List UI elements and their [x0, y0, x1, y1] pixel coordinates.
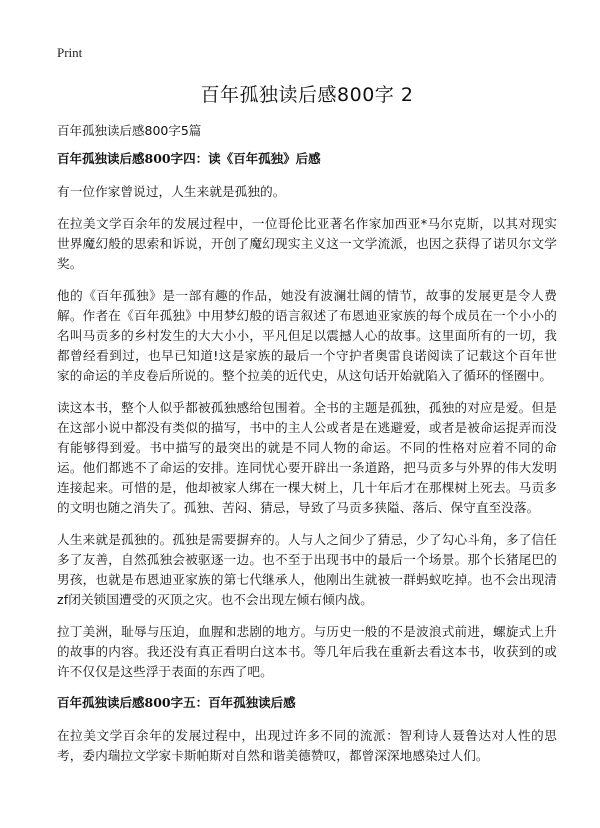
article-body [57, 150, 557, 778]
paragraph: 人生来就是孤独的。孤独是需要摒弃的。人与人之间少了猜忌，少了勾心斗角，多了信任多了友善，自然孤独会被驱逐一边。也不至于出现书中的最后一个场景。那个长猪尾巴的男孩，也就是布恩迪亚家族的第七代继承人，他刚出生就被一群蚂蚁吃掉。也不会出现清zf闭关锁国遭受的灭顶之灾。也不会出现左倾右倾内战。 [57, 532, 557, 607]
section-heading-4: 百年孤独读后感800字四：读《百年孤独》后感 [57, 151, 321, 166]
paragraph: 拉丁美洲，耻辱与压迫，血腥和悲剧的地方。与历史一般的不是波浪式前进，螺旋式上升的故事的内容。我还没有真正看明白这本书。等几年后我在重新去看这本书，收获到的或许不仅仅是这些浮于表面的东西了吧。 [57, 624, 557, 679]
page-title: 百年孤独读后感800字 2 [200, 84, 414, 106]
paragraph: 有一位作家曾说过，人生来就是孤独的。 [57, 184, 286, 199]
paragraph: 在拉美文学百余年的发展过程中，出现过许多不同的流派：智利诗人聂鲁达对人性的思考，委内瑞拉文学家卡斯帕斯对自然和谐美德赞叹，都曾深深地感染过人们。 [57, 728, 557, 763]
page-subtitle: 百年孤独读后感800字5篇 [57, 123, 202, 138]
paragraph: 他的《百年孤独》是一部有趣的作品，她没有波澜壮阔的情节，故事的发展更是令人费解。作者在《百年孤独》中用梦幻般的语言叙述了布恩迪亚家族的每个成员在一个小小的名叫马贡多的乡村发生的大大小小，平凡但足以震撼人心的故事。这里面所有的一切，我都曾经看到过，也早已知道!这是家族的最后一个守护者奥雷良诺阅读了记载这个百年世家的命运的羊皮卷后所说的。整个拉美的近代史，从这句话开始就陷入了循环的怪圈中。 [57, 288, 557, 383]
print-link[interactable]: Print [57, 45, 83, 60]
paragraph: 在拉美文学百余年的发展过程中，一位哥伦比亚著名作家加西亚*马尔克斯，以其对现实世界魔幻般的思索和诉说，开创了魔幻现实主义这一文学流派，也因之获得了诺贝尔文学奖。 [57, 216, 557, 271]
paragraph: 读这本书，整个人似乎都被孤独感给包围着。全书的主题是孤独，孤独的对应是爱。但是在这部小说中都没有类似的描写，书中的主人公或者是在逃避爱，或者是被命运捉弄而没有能够得到爱。书中描写的最突出的就是不同人物的命运。不同的性格对应着不同的命运。他们都逃不了命运的安排。连同忧心要开辟出一条道路，把马贡多与外界的伟大发明连接起来。可惜的是，他却被家人绑在一棵大树上，几十年后才在那棵树上死去。马贡多的文明也随之消失了。孤独、苦闷、猜忌，导致了马贡多狭隘、落后、保守直至没落。 [57, 400, 557, 515]
section-heading-5: 百年孤独读后感800字五：百年孤独读后感 [57, 695, 296, 710]
